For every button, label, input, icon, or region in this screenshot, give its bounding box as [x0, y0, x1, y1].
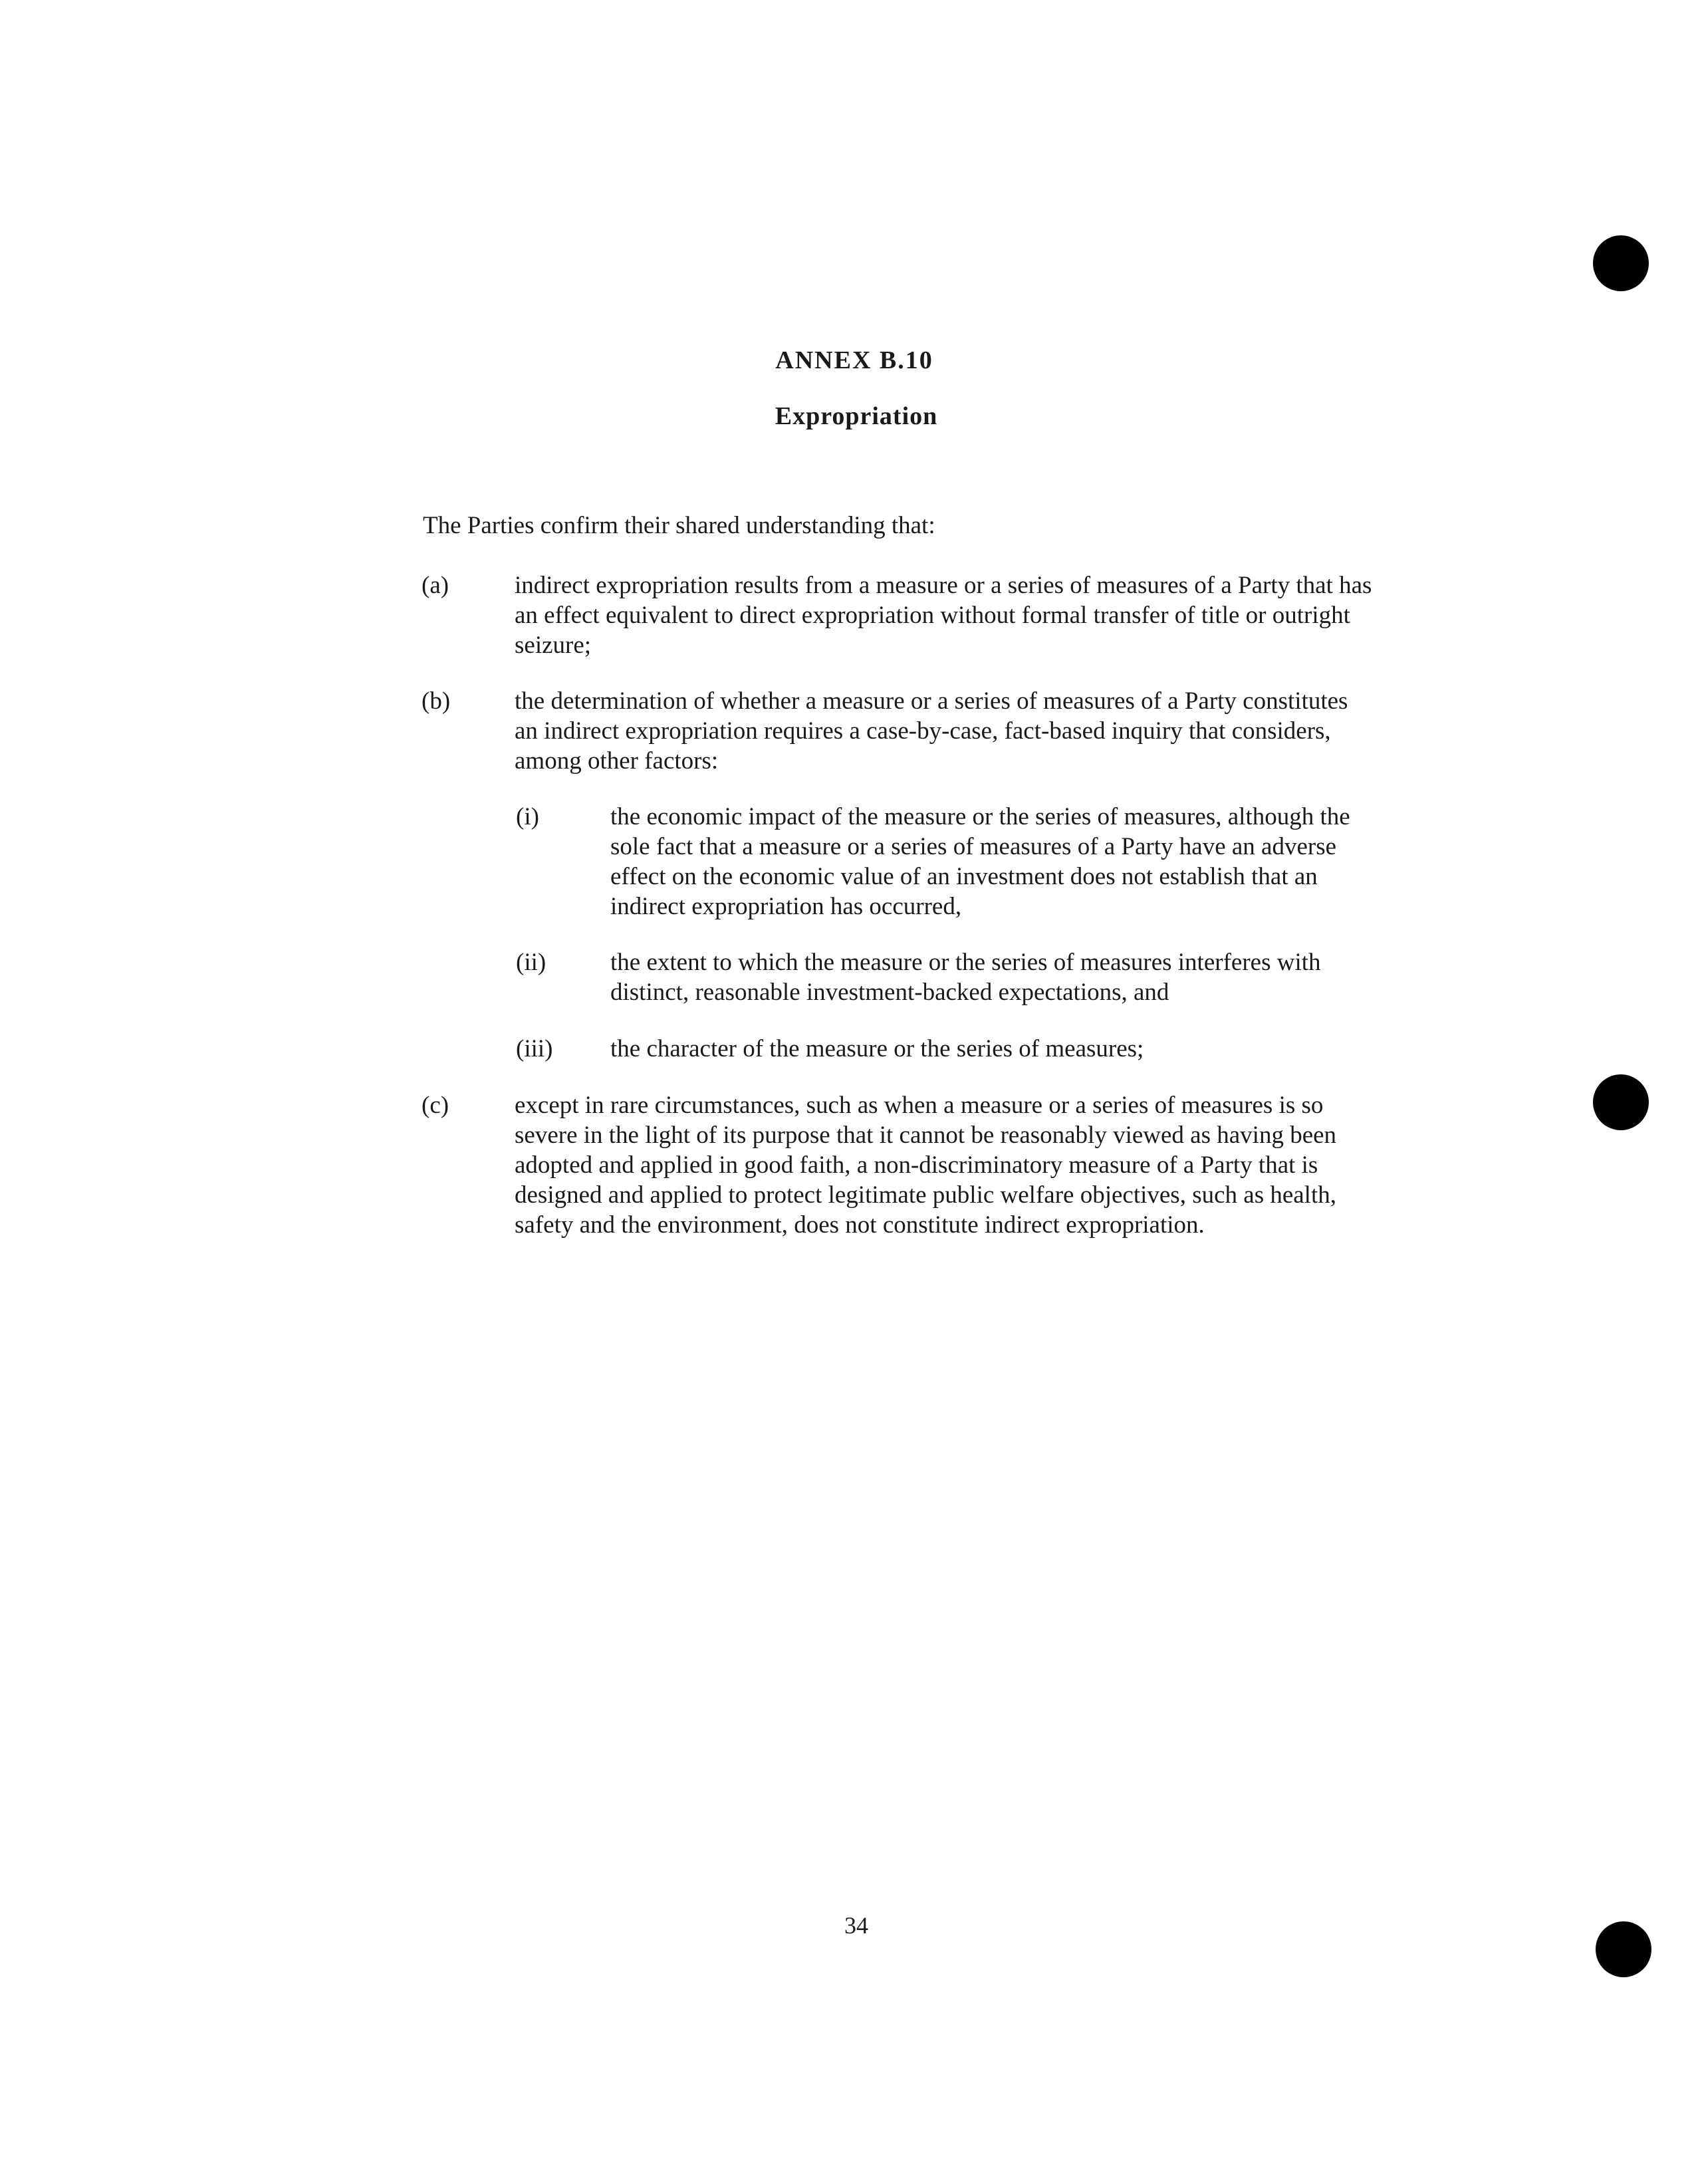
- list-item-text: indirect expropriation results from a measure or a series of measures of a Party that has an effect equivalent to direct expropriation without formal transfer of title or outright seizure;: [515, 572, 1372, 659]
- annex-title: [0, 346, 1692, 375]
- punch-hole-top: [1593, 235, 1649, 291]
- list-item-text: except in rare circumstances, such as when a measure or a series of measures is so severe in the light of its purpose that it cannot be reasonably viewed as having been adopted and applied in good faith, a non-discriminatory measure of a Party that is designed and applied to protect legitimate public welfare objectives, such as health, safety and the environment, does not constitute indirect expropriation.: [515, 1092, 1337, 1239]
- sub-item-label: (iii): [516, 1035, 553, 1062]
- list-item-text: the determination of whether a measure or a series of measures of a Party constitutes an indirect expropriation requires a case-by-case, fact-based inquiry that considers, among other factors:: [515, 687, 1348, 775]
- sub-item-text: the economic impact of the measure or the series of measures, although the sole fact that a measure or a series of measures of a Party have an adverse effect on the economic value of an investment does not establish that an indirect expropriation has occurred,: [610, 803, 1350, 920]
- annex-subtitle-text: Expropriation: [775, 402, 938, 430]
- list-item-label: (a): [422, 572, 449, 599]
- intro-paragraph: The Parties confirm their shared understanding that:: [423, 512, 935, 539]
- list-item-label: (b): [422, 687, 451, 715]
- sub-item-text: the character of the measure or the series of measures;: [610, 1035, 1144, 1062]
- annex-subtitle: [0, 402, 1694, 431]
- punch-hole-middle: [1593, 1074, 1649, 1130]
- annex-title-text: ANNEX B.10: [775, 346, 933, 374]
- page-number-text: 34: [844, 1912, 868, 1939]
- sub-item-label: (ii): [516, 949, 546, 976]
- list-item-label: (c): [422, 1092, 449, 1119]
- page-number: [0, 1911, 1694, 1939]
- sub-item-text: the extent to which the measure or the series of measures interferes with distinct, reasonable investment-backed expectations, and: [610, 949, 1321, 1006]
- sub-item-label: (i): [516, 803, 539, 830]
